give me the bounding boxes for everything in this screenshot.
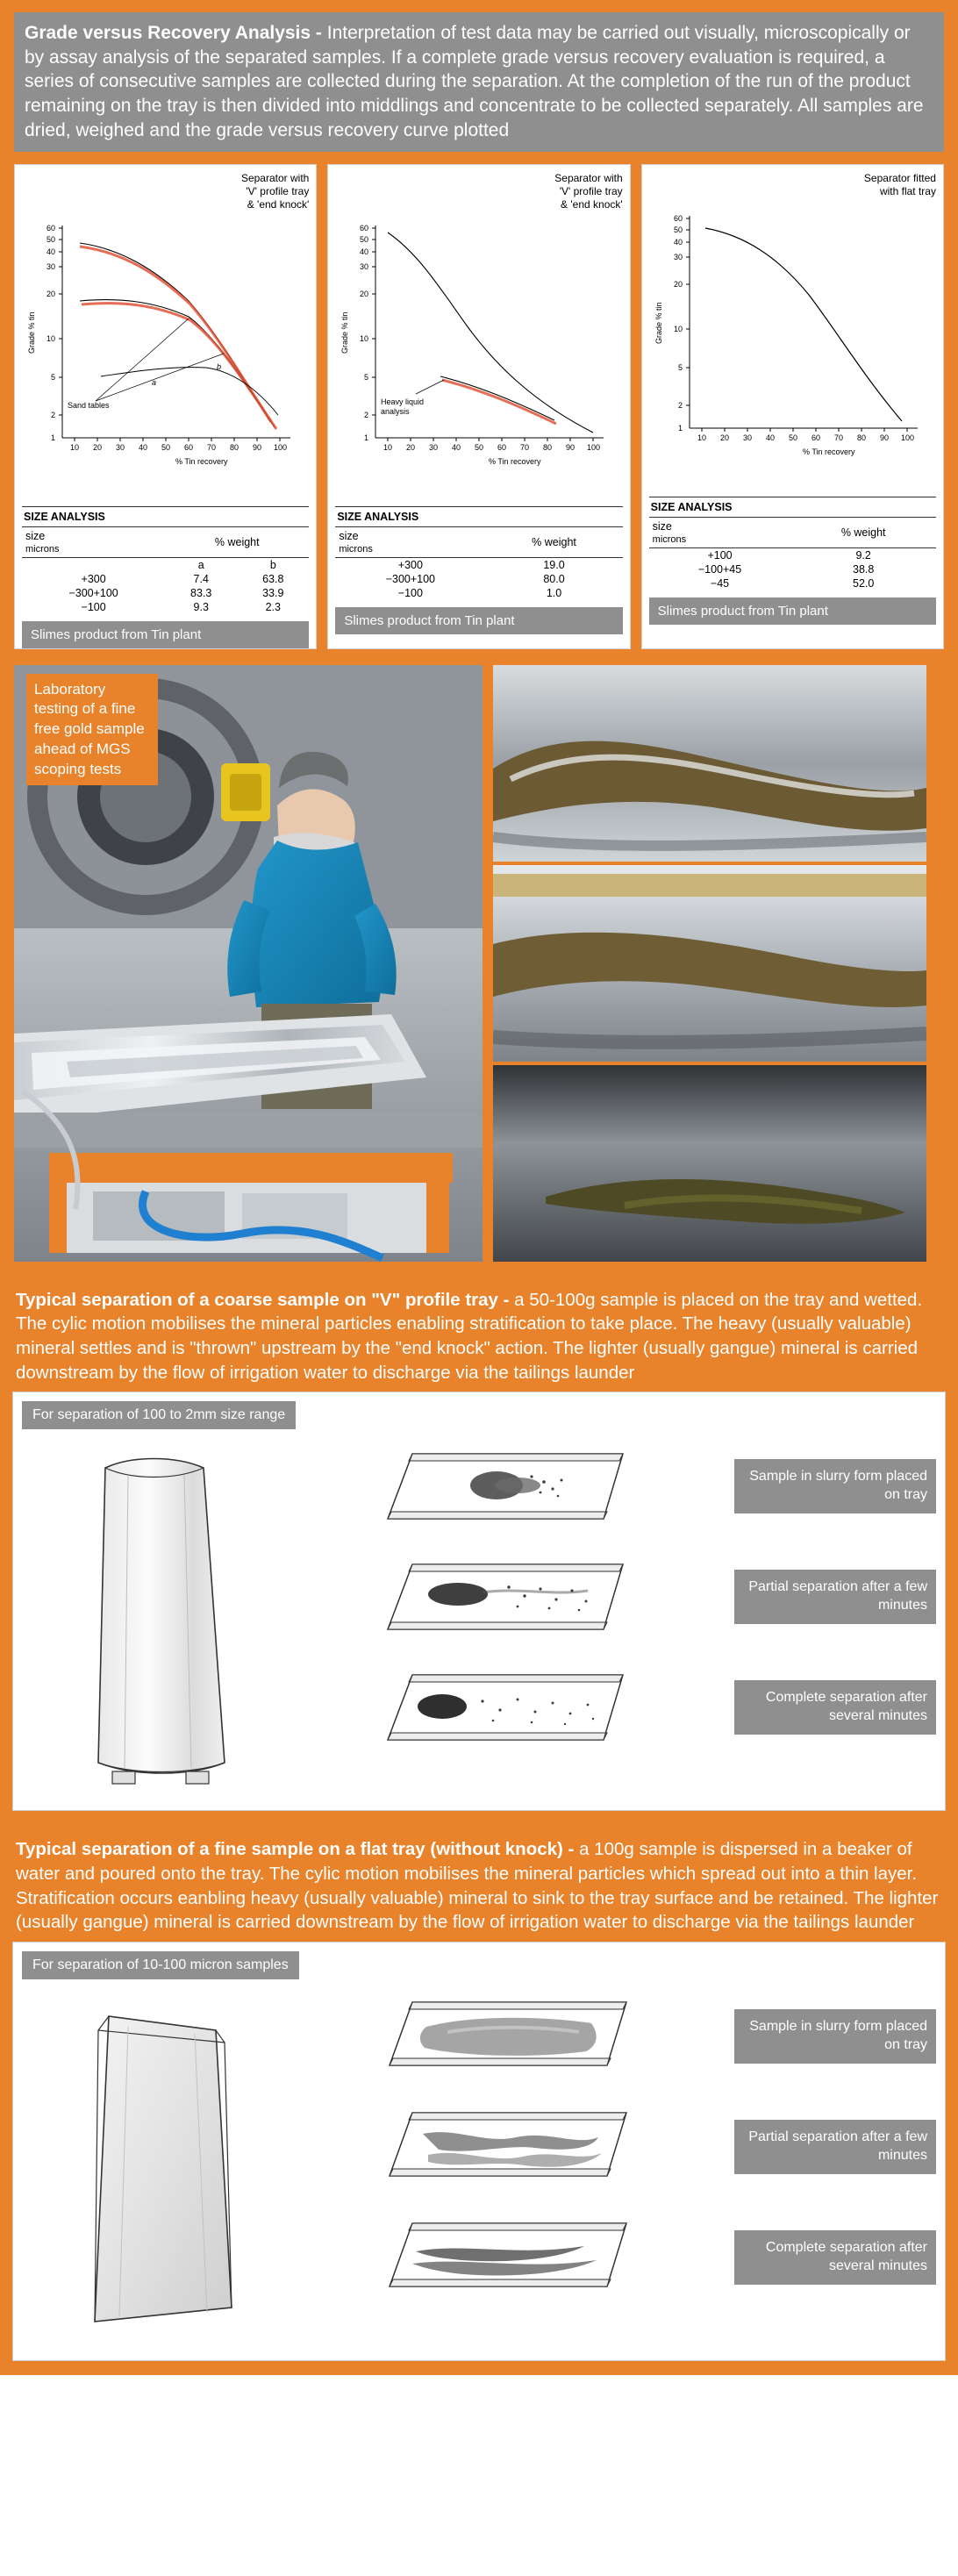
fine-panel bbox=[12, 1942, 946, 2361]
weight-col-header-1: % weight bbox=[165, 527, 309, 558]
coarse-heading-bold: Typical separation of a coarse sample on "V" profile tray - bbox=[16, 1289, 510, 1310]
table-row bbox=[22, 586, 309, 600]
size-col-header-1: size microns bbox=[22, 527, 165, 558]
weight-a: 52.0 bbox=[853, 576, 875, 590]
sub-header-b-1: b bbox=[269, 558, 276, 571]
svg-text:2: 2 bbox=[51, 410, 56, 419]
coarse-heading bbox=[12, 1286, 946, 1392]
size-value: −45 bbox=[710, 576, 730, 590]
svg-text:60: 60 bbox=[811, 433, 820, 442]
svg-text:20: 20 bbox=[719, 433, 729, 442]
coarse-step-1 bbox=[292, 1438, 936, 1535]
fine-separation-section bbox=[0, 1825, 958, 2375]
fine-illustration-row bbox=[22, 1988, 936, 2351]
svg-text:% Tin recovery: % Tin recovery bbox=[489, 456, 541, 466]
sub-header-a-1: a bbox=[197, 558, 204, 571]
size-analysis-title-2: SIZE ANALYSIS bbox=[335, 507, 622, 527]
photo-row bbox=[14, 665, 944, 1262]
coarse-steps bbox=[285, 1438, 936, 1801]
svg-text:80: 80 bbox=[543, 442, 553, 452]
coarse-step-2 bbox=[292, 1549, 936, 1645]
fine-step-2-label: Partial separation after a few minutes bbox=[734, 2120, 936, 2174]
svg-text:30: 30 bbox=[742, 433, 752, 442]
svg-text:20: 20 bbox=[93, 442, 103, 452]
svg-text:10: 10 bbox=[383, 442, 393, 452]
svg-text:40: 40 bbox=[765, 433, 775, 442]
coarse-separation-section bbox=[0, 1276, 958, 1826]
fine-step-3 bbox=[292, 2209, 936, 2306]
svg-text:90: 90 bbox=[566, 442, 576, 452]
chart-1-size-analysis bbox=[22, 506, 309, 614]
weight-a: 9.3 bbox=[193, 600, 209, 613]
svg-text:40: 40 bbox=[139, 442, 148, 452]
svg-text:70: 70 bbox=[833, 433, 843, 442]
coarse-panel bbox=[12, 1392, 946, 1811]
svg-text:20: 20 bbox=[360, 289, 369, 298]
svg-text:10: 10 bbox=[360, 333, 369, 343]
table-row bbox=[649, 576, 936, 590]
svg-text:5: 5 bbox=[51, 372, 56, 382]
svg-text:Grade % tin: Grade % tin bbox=[27, 311, 36, 354]
svg-text:5: 5 bbox=[677, 362, 683, 372]
chart-3-caption: Slimes product from Tin plant bbox=[649, 597, 936, 625]
svg-text:1: 1 bbox=[677, 423, 683, 433]
svg-text:50: 50 bbox=[46, 234, 56, 244]
svg-text:30: 30 bbox=[116, 442, 125, 452]
fine-step-3-label: Complete separation after several minutes bbox=[734, 2230, 936, 2285]
chart-2-title: Separator with 'V' profile tray & 'end knock' bbox=[554, 171, 623, 211]
fine-heading-text: a 100g sample is dispersed in a beaker of water and poured onto the tray. The cylic motion mobilises the mineral particles which spread out into a thin layer. Stratification occurs eanbling heavy (usually valuable) mineral to sink to the tray surface and be retained. The lighter (usually gangue) mineral is carried downstream by the flow of irrigation water to discharge via the tailings launder bbox=[16, 1839, 939, 1933]
coarse-step-3 bbox=[292, 1659, 936, 1756]
svg-text:70: 70 bbox=[207, 442, 217, 452]
svg-text:100: 100 bbox=[900, 433, 914, 442]
tray-closeup-3 bbox=[493, 1065, 926, 1262]
size-value: −100+45 bbox=[697, 562, 742, 576]
svg-text:60: 60 bbox=[184, 442, 194, 452]
coarse-panel-tag: For separation of 100 to 2mm size range bbox=[22, 1401, 296, 1429]
coarse-illustration-row bbox=[22, 1438, 936, 1801]
svg-text:2: 2 bbox=[677, 400, 683, 410]
weight-a: 80.0 bbox=[543, 572, 565, 585]
fine-step-2 bbox=[292, 2099, 936, 2195]
fine-step-2-art bbox=[292, 2099, 726, 2195]
svg-text:2: 2 bbox=[364, 410, 369, 419]
svg-text:40: 40 bbox=[673, 237, 683, 247]
coarse-step-1-label: Sample in slurry form placed on tray bbox=[734, 1459, 936, 1513]
svg-text:Grade % tin: Grade % tin bbox=[654, 302, 663, 344]
size-value: +300 bbox=[397, 558, 423, 571]
size-analysis-title-1: SIZE ANALYSIS bbox=[22, 507, 309, 527]
svg-text:40: 40 bbox=[360, 247, 369, 256]
svg-text:50: 50 bbox=[475, 442, 484, 452]
table-row bbox=[335, 557, 622, 572]
weight-b: 2.3 bbox=[265, 600, 281, 613]
chart-card-1 bbox=[14, 164, 317, 649]
svg-text:100: 100 bbox=[274, 442, 288, 452]
v-profile-tray-drawing bbox=[22, 1438, 285, 1801]
flat-tray-drawing bbox=[22, 1988, 285, 2351]
chart-2-plot bbox=[335, 213, 622, 503]
fine-step-1 bbox=[292, 1988, 936, 2085]
grade-recovery-section bbox=[0, 0, 958, 665]
grade-recovery-heading bbox=[14, 12, 944, 152]
tray-closeup-1 bbox=[493, 665, 926, 862]
svg-text:60: 60 bbox=[360, 223, 369, 233]
size-value: −100 bbox=[397, 586, 423, 599]
grade-recovery-heading-bold: Grade versus Recovery Analysis - bbox=[25, 23, 322, 43]
svg-text:10: 10 bbox=[697, 433, 706, 442]
size-value: +100 bbox=[707, 548, 733, 562]
weight-a: 1.0 bbox=[546, 586, 562, 599]
svg-text:10: 10 bbox=[46, 333, 56, 343]
svg-text:analysis: analysis bbox=[381, 406, 410, 416]
chart-1-plot bbox=[22, 213, 309, 503]
weight-b: 33.9 bbox=[262, 586, 284, 599]
svg-text:60: 60 bbox=[673, 213, 683, 223]
chart-3-size-analysis bbox=[649, 497, 936, 590]
size-value: −300+100 bbox=[68, 586, 118, 599]
svg-text:40: 40 bbox=[452, 442, 461, 452]
chart-card-3 bbox=[641, 164, 944, 649]
table-row bbox=[22, 572, 309, 586]
table-row bbox=[649, 547, 936, 562]
coarse-step-3-label: Complete separation after several minutes bbox=[734, 1680, 936, 1735]
svg-text:b: b bbox=[217, 361, 222, 371]
svg-text:Sand tables: Sand tables bbox=[68, 400, 110, 410]
size-value: −100 bbox=[81, 600, 106, 613]
svg-text:80: 80 bbox=[230, 442, 240, 452]
size-analysis-title-3: SIZE ANALYSIS bbox=[649, 497, 936, 518]
svg-text:30: 30 bbox=[46, 261, 56, 271]
weight-a: 9.2 bbox=[855, 548, 871, 562]
svg-text:30: 30 bbox=[360, 261, 369, 271]
size-col-header-3: size microns bbox=[649, 518, 791, 548]
chart-2-caption: Slimes product from Tin plant bbox=[335, 607, 622, 634]
svg-text:20: 20 bbox=[46, 289, 56, 298]
chart-2-size-analysis bbox=[335, 506, 622, 600]
lab-caption: Laboratory testing of a fine free gold sample ahead of MGS scoping tests bbox=[26, 674, 158, 786]
svg-text:% Tin recovery: % Tin recovery bbox=[175, 456, 228, 466]
weight-a: 7.4 bbox=[193, 572, 209, 585]
size-value: −300+100 bbox=[385, 572, 436, 585]
svg-text:1: 1 bbox=[51, 433, 56, 442]
svg-text:60: 60 bbox=[46, 223, 56, 233]
coarse-heading-text: a 50-100g sample is placed on the tray and wetted. The cylic motion mobilises the mineral particles enabling stratification to take place. The heavy (usually valuable) mineral settles and is "thrown" upstream by the "end knock" action. The lighter (usually gangue) mineral is carried downstream by the flow of irrigation water to discharge via the tailings launder bbox=[16, 1289, 923, 1383]
svg-text:10: 10 bbox=[70, 442, 80, 452]
svg-text:90: 90 bbox=[879, 433, 889, 442]
weight-a: 83.3 bbox=[190, 586, 212, 599]
svg-text:50: 50 bbox=[673, 225, 683, 234]
chart-3-plot bbox=[649, 204, 936, 493]
fine-step-1-art bbox=[292, 1988, 726, 2085]
svg-text:30: 30 bbox=[673, 252, 683, 261]
svg-text:80: 80 bbox=[856, 433, 866, 442]
svg-text:5: 5 bbox=[364, 372, 369, 382]
size-value: +300 bbox=[81, 572, 106, 585]
svg-text:a: a bbox=[152, 377, 157, 387]
photo-section bbox=[0, 665, 958, 1276]
svg-text:20: 20 bbox=[406, 442, 416, 452]
fine-step-3-art bbox=[292, 2209, 726, 2306]
tray-closeup-2 bbox=[493, 865, 926, 1062]
fine-step-1-label: Sample in slurry form placed on tray bbox=[734, 2009, 936, 2064]
weight-col-header-3: % weight bbox=[790, 518, 936, 548]
grade-recovery-heading-text: Interpretation of test data may be carried out visually, microscopically or by assay analysis of the separated samples. If a complete grade versus recovery evaluation is required, a series of consecutive samples are collected during the separation. At the completion of the run of the product remaining on the tray is then divided into middlings and concentrate to be collected separately. All samples are dried, weighed and the grade versus recovery curve plotted bbox=[25, 23, 924, 140]
svg-text:20: 20 bbox=[673, 279, 683, 289]
svg-text:% Tin recovery: % Tin recovery bbox=[802, 447, 855, 456]
table-row bbox=[649, 562, 936, 576]
size-col-header-2: size microns bbox=[335, 527, 485, 558]
table-row bbox=[335, 572, 622, 586]
svg-text:Grade % tin: Grade % tin bbox=[340, 311, 350, 354]
chart-1-caption: Slimes product from Tin plant bbox=[22, 621, 309, 648]
coarse-step-3-art bbox=[292, 1659, 726, 1756]
svg-text:50: 50 bbox=[788, 433, 797, 442]
svg-text:70: 70 bbox=[520, 442, 530, 452]
svg-text:10: 10 bbox=[673, 324, 683, 333]
weight-a: 38.8 bbox=[853, 562, 875, 576]
chart-card-2 bbox=[327, 164, 630, 649]
weight-b: 63.8 bbox=[262, 572, 284, 585]
svg-text:90: 90 bbox=[253, 442, 262, 452]
charts-row bbox=[14, 164, 944, 649]
table-row bbox=[22, 600, 309, 614]
chart-3-title: Separator fitted with flat tray bbox=[863, 171, 936, 197]
coarse-step-2-art bbox=[292, 1549, 726, 1645]
weight-col-header-2: % weight bbox=[485, 527, 622, 558]
svg-text:100: 100 bbox=[587, 442, 601, 452]
coarse-step-2-label: Partial separation after a few minutes bbox=[734, 1570, 936, 1624]
svg-text:1: 1 bbox=[364, 433, 369, 442]
svg-text:40: 40 bbox=[46, 247, 56, 256]
svg-text:Heavy liquid: Heavy liquid bbox=[381, 397, 425, 406]
table-row bbox=[335, 586, 622, 600]
fine-steps bbox=[285, 1988, 936, 2351]
svg-text:60: 60 bbox=[497, 442, 507, 452]
svg-text:50: 50 bbox=[161, 442, 171, 452]
weight-a: 19.0 bbox=[543, 558, 565, 571]
chart-1-title: Separator with 'V' profile tray & 'end knock' bbox=[240, 171, 310, 211]
fine-panel-tag: For separation of 10-100 micron samples bbox=[22, 1951, 299, 1979]
coarse-step-1-art bbox=[292, 1438, 726, 1535]
fine-heading bbox=[12, 1835, 946, 1942]
svg-text:30: 30 bbox=[429, 442, 439, 452]
lab-photo-strip bbox=[493, 665, 926, 1262]
svg-text:50: 50 bbox=[360, 234, 369, 244]
lab-photo-main bbox=[14, 665, 483, 1262]
fine-heading-bold: Typical separation of a fine sample on a flat tray (without knock) - bbox=[16, 1839, 575, 1860]
